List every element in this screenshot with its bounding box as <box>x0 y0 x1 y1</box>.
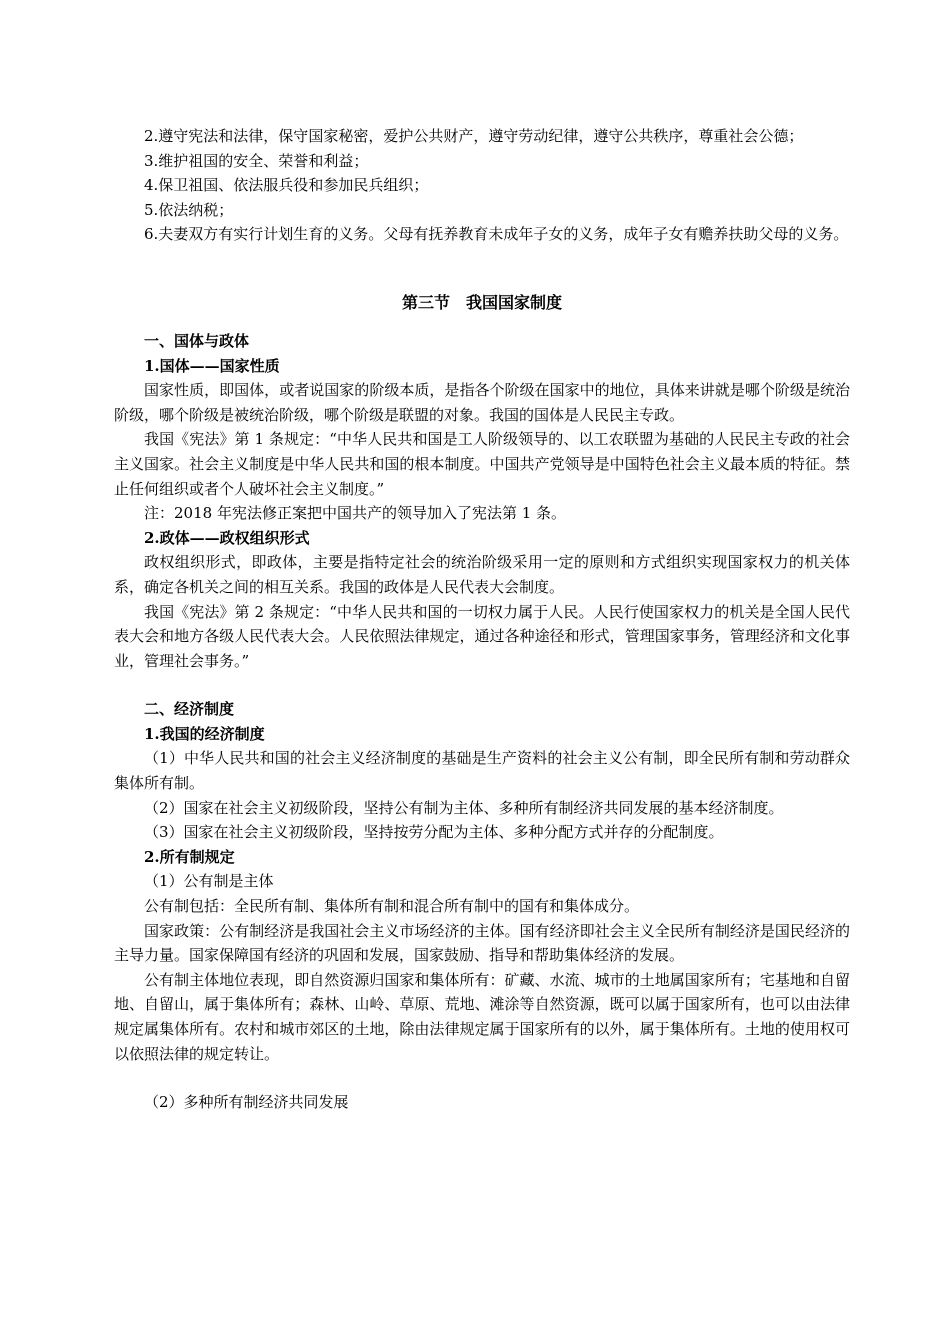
section-title: 第三节 我国国家制度 <box>401 292 562 312</box>
document-body <box>114 124 850 1115</box>
paragraph: （1）公有制是主体 <box>144 872 274 891</box>
note-paragraph: 注：2018 年宪法修正案把中国共产的领导加入了宪法第 1 条。 <box>144 504 567 523</box>
paragraph: 政权组织形式，即政体，主要是指特定社会的统治阶级采用一定的原则和方式组织实现国家权力的机关体系，确定各机关之间的相互关系。我国的政体是人民代表大会制度。 <box>114 553 850 596</box>
paragraph: （1）中华人民共和国的社会主义经济制度的基础是生产资料的社会主义公有制，即全民所有制和劳动群众集体所有制。 <box>114 749 850 793</box>
paragraph: 公有制包括：全民所有制、集体所有制和混合所有制中的国有和集体成分。 <box>144 897 640 916</box>
part-heading: 一、国体与政体 <box>144 331 250 350</box>
paragraph: 公有制主体地位表现，即自然资源归国家和集体所有：矿藏、水流、城市的土地属国家所有；宅基地和自留地、自留山，属于集体所有；森林、山岭、草原、荒地、滩涂等自然资源，既可以属于国家所有，也可以由法律规定属集体所有。农村和城市郊区的土地，除由法律规定属于国家所有的以外，属于集体所有。土地的使用权可以依照法律的规定转让。 <box>114 970 850 1063</box>
paragraph: 我国《宪法》第 2 条规定：“中华人民共和国的一切权力属于人民。人民行使国家权力的机关是全国人民代表大会和地方各级人民代表大会。人民依照法律规定，通过各种途径和形式，管理国家事务，管理经济和文化事业，管理社会事务。” <box>114 602 850 670</box>
paragraph: 国家性质，即国体，或者说国家的阶级本质，是指各个阶级在国家中的地位，具体来讲就是哪个阶级是统治阶级，哪个阶级是被统治阶级，哪个阶级是联盟的对象。我国的国体是人民民主专政。 <box>114 381 850 424</box>
paragraph: （3）国家在社会主义初级阶段，坚持按劳分配为主体、多种分配方式并存的分配制度。 <box>144 823 724 842</box>
subsection-heading: 2.所有制规定 <box>144 847 235 866</box>
duty-item: 2.遵守宪法和法律，保守国家秘密，爱护公共财产，遵守劳动纪律，遵守公共秩序，尊重社会公德； <box>144 127 804 145</box>
subsection-heading: 1.国体——国家性质 <box>144 356 280 375</box>
subsection-heading: 1.我国的经济制度 <box>144 724 265 743</box>
duty-item: 6.夫妻双方有实行计划生育的义务。父母有抚养教育未成年子女的义务，成年子女有赡养扶助父母的义务。 <box>144 225 849 244</box>
subsection-heading: 2.政体——政权组织形式 <box>144 528 310 547</box>
paragraph: 国家政策：公有制经济是我国社会主义市场经济的主体。国有经济即社会主义全民所有制经济是国民经济的主导力量。国家保障国有经济的巩固和发展，国家鼓励、指导和帮助集体经济的发展。 <box>114 921 850 965</box>
duty-item: 4.保卫祖国、依法服兵役和参加民兵组织； <box>144 176 429 195</box>
duty-item: 3.维护祖国的安全、荣誉和利益； <box>144 151 369 170</box>
paragraph: 我国《宪法》第 1 条规定：“中华人民共和国是工人阶级领导的、以工农联盟为基础的人民民主专政的社会主义国家。社会主义制度是中华人民共和国的根本制度。中国共产党领导是中国特色社会主义最本质的特征。禁止任何组织或者个人破坏社会主义制度。” <box>114 430 850 498</box>
duty-item: 5.依法纳税； <box>144 200 234 219</box>
paragraph: （2）国家在社会主义初级阶段，坚持公有制为主体、多种所有制经济共同发展的基本经济制度。 <box>144 798 784 817</box>
paragraph: （2）多种所有制经济共同发展 <box>144 1093 349 1112</box>
part-heading: 二、经济制度 <box>144 700 235 719</box>
